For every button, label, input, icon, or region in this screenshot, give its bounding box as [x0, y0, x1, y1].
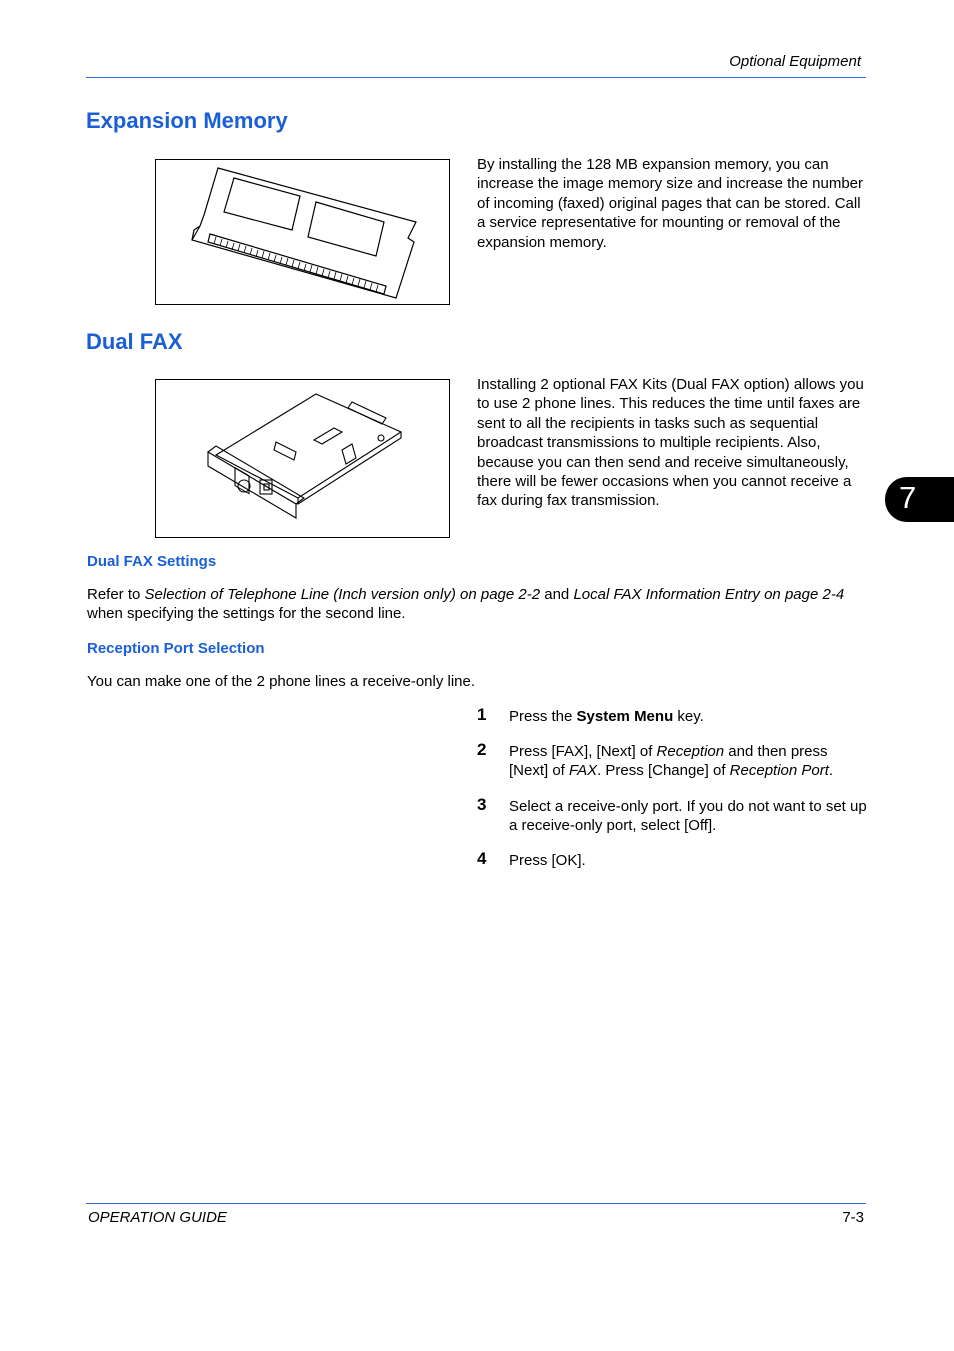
footer-rule [86, 1203, 866, 1204]
step-number: 4 [477, 849, 487, 868]
settings-reference-telephone-line: Selection of Telephone Line (Inch version only) on page 2-2 [144, 586, 541, 603]
expansion-memory-illustration [155, 159, 450, 305]
fax-label: FAX [569, 762, 598, 780]
expansion-memory-description: By installing the 128 MB expansion memory, you can increase the image memory size and increase the number of incoming (faxed) original pages that can be stored. Call a service representative for mounting or removal of the expansion memory. [477, 156, 864, 251]
footer-guide-title: OPERATION GUIDE [88, 1209, 227, 1226]
page-number: 7-3 [842, 1209, 864, 1226]
step-text-part: . Press [Change] of [597, 762, 730, 780]
reception-port-heading: Reception Port Selection [87, 640, 265, 657]
step-number: 1 [477, 705, 487, 724]
dual-fax-description: Installing 2 optional FAX Kits (Dual FAX option) allows you to use 2 phone lines. This reduces the time until faxes are sent to all the recipients in tasks such as sequential broadcast transmissions to multiple recipients. Also, because you can then send and receive simultaneously, there will be fewer occasions when you cannot receive a fax during fax transmission. [477, 376, 864, 510]
system-menu-key-label: System Menu [576, 708, 674, 725]
step-text-part: key. [673, 708, 704, 725]
settings-reference-local-fax-info: Local FAX Information Entry on page 2-4 [573, 586, 845, 603]
step-4-text: Press [OK]. [509, 852, 586, 869]
chapter-number: 7 [899, 480, 917, 515]
chapter-tab [885, 477, 954, 522]
running-header: Optional Equipment [729, 53, 861, 70]
fax-board-icon [156, 380, 449, 537]
step-text-part: . [828, 762, 834, 780]
reception-port-label: Reception Port [729, 762, 829, 780]
settings-text-part: and [540, 586, 574, 603]
step-3-text: Select a receive-only port. If you do not want to set up a receive-only port, select [Off]. [509, 798, 867, 835]
settings-text-part: Refer to [87, 586, 145, 603]
dual-fax-settings-heading: Dual FAX Settings [87, 553, 217, 570]
memory-module-icon [156, 160, 449, 304]
step-1-text [509, 707, 869, 726]
reception-label: Reception [656, 743, 725, 760]
step-2-text [509, 742, 869, 781]
settings-text-part: when specifying the settings for the second line. [87, 605, 406, 623]
dual-fax-settings-text [87, 585, 847, 624]
step-number: 3 [477, 795, 487, 814]
step-number: 2 [477, 740, 487, 759]
dual-fax-heading: Dual FAX [86, 329, 183, 354]
step-text-part: and then press [Next] of [509, 743, 828, 780]
header-rule [86, 77, 866, 78]
expansion-memory-heading: Expansion Memory [86, 108, 288, 133]
step-text-part: Press [FAX], [Next] of [509, 743, 657, 760]
fax-kit-illustration [155, 379, 450, 538]
reception-port-intro: You can make one of the 2 phone lines a receive-only line. [87, 673, 476, 690]
step-text-part: Press the [509, 708, 577, 725]
